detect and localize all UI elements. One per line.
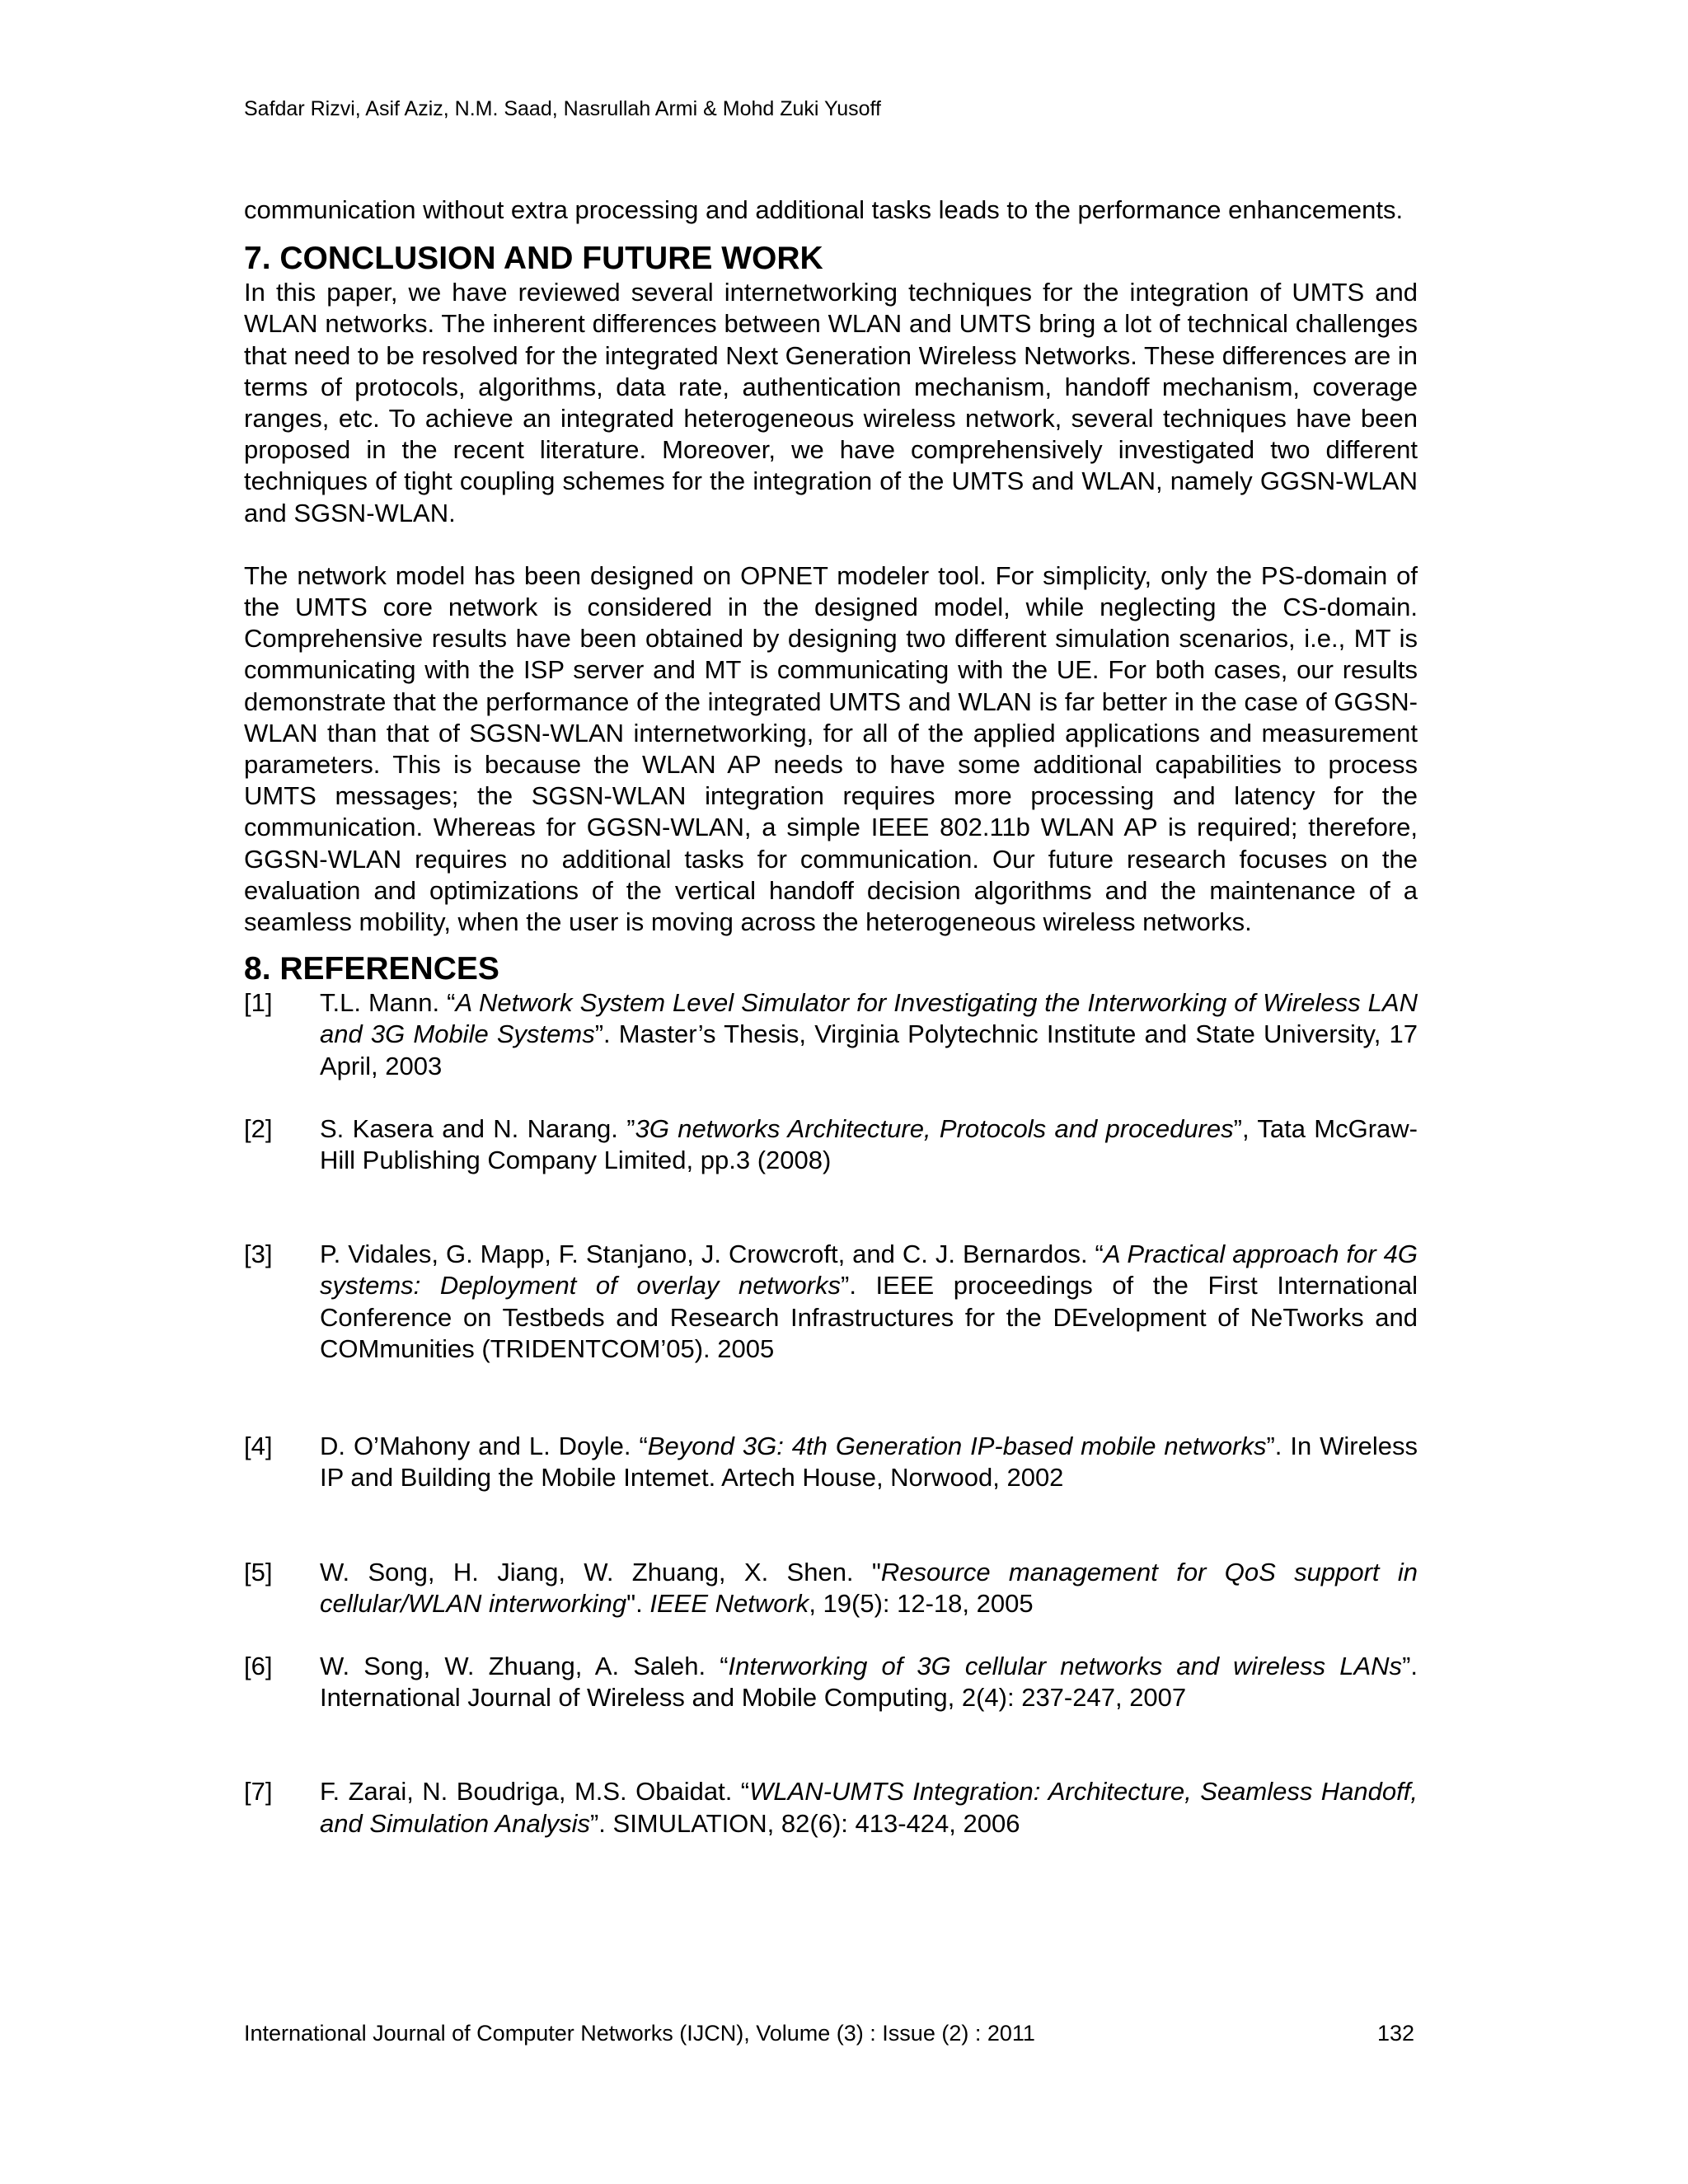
reference-source: , 19(5): 12-18, 2005 xyxy=(809,1588,1034,1618)
conclusion-heading: 7. CONCLUSION AND FUTURE WORK xyxy=(244,241,823,277)
reference-number: [1] xyxy=(244,988,273,1018)
reference-authors: W. Song, W. Zhuang, A. Saleh. “ xyxy=(320,1651,729,1680)
reference-number: [2] xyxy=(244,1113,273,1143)
reference-item xyxy=(244,1431,1418,1493)
reference-source: ”. IEEE proceedings of the First International Conference on Testbeds and Research Infrastructures for the DEvelopment of NeTworks and COMmunities (TRIDENTCOM’05). 2005 xyxy=(320,1271,1418,1363)
reference-journal: IEEE Network xyxy=(649,1588,809,1618)
reference-number: [6] xyxy=(244,1651,273,1680)
references-heading: 8. REFERENCES xyxy=(244,951,499,987)
reference-authors: S. Kasera and N. Narang. ” xyxy=(320,1113,635,1143)
reference-item xyxy=(244,1557,1418,1619)
reference-title: 3G networks Architecture, Protocols and procedures xyxy=(635,1113,1234,1143)
reference-authors: F. Zarai, N. Boudriga, M.S. Obaidat. “ xyxy=(320,1777,750,1807)
reference-number: [3] xyxy=(244,1240,273,1269)
intro-paragraph: communication without extra processing and additional tasks leads to the performance enhancements. xyxy=(244,195,1404,224)
reference-source: ”. SIMULATION, 82(6): 413-424, 2006 xyxy=(589,1808,1020,1838)
reference-source: ”, Tata McGraw-Hill Publishing Company Limited, pp.3 (2008) xyxy=(320,1113,1418,1175)
reference-authors: P. Vidales, G. Mapp, F. Stanjano, J. Crowcroft, and C. J. Bernardos. “ xyxy=(320,1240,1104,1269)
reference-authors: T.L. Mann. “ xyxy=(320,988,456,1018)
reference-title: Beyond 3G: 4th Generation IP-based mobile networks xyxy=(647,1432,1267,1461)
reference-source: ". xyxy=(626,1588,650,1618)
page-number: 132 xyxy=(1377,2021,1415,2046)
reference-authors: D. O’Mahony and L. Doyle. “ xyxy=(320,1432,648,1461)
reference-item xyxy=(244,1776,1418,1839)
reference-item xyxy=(244,1239,1418,1365)
reference-number: [5] xyxy=(244,1557,273,1586)
footer-journal: International Journal of Computer Networks (IJCN), Volume (3) : Issue (2) : 2011 xyxy=(244,2021,1035,2046)
reference-item xyxy=(244,1651,1418,1713)
reference-source: ”. International Journal of Wireless and Mobile Computing, 2(4): 237-247, 2007 xyxy=(320,1651,1418,1713)
running-header: Safdar Rizvi, Asif Aziz, N.M. Saad, Nasrullah Armi & Mohd Zuki Yusoff xyxy=(244,97,881,120)
reference-title: Resource management for QoS support in cellular/WLAN interworking xyxy=(320,1557,1418,1618)
reference-title: A Practical approach for 4G systems: Deployment of overlay networks xyxy=(320,1240,1418,1301)
page-body xyxy=(244,194,1418,1840)
reference-item xyxy=(244,987,1418,1082)
reference-authors: W. Song, H. Jiang, W. Zhuang, X. Shen. " xyxy=(320,1557,881,1586)
reference-title: A Network System Level Simulator for Investigating the Interworking of Wireless LAN and 3G Mobile Systems xyxy=(320,988,1418,1049)
reference-title: Interworking of 3G cellular networks and wireless LANs xyxy=(728,1651,1403,1680)
conclusion-paragraph-1: In this paper, we have reviewed several internetworking techniques for the integration of UMTS and WLAN networks. The inherent differences between WLAN and UMTS bring a lot of technical challenges that need to be resolved for the integrated Next Generation Wireless Networks. These differences are in terms of protocols, algorithms, data rate, authentication mechanism, handoff mechanism, coverage ranges, etc. To achieve an integrated heterogeneous wireless network, several techniques have been proposed in the recent literature. Moreover, we have comprehensively investigated two different techniques of tight coupling schemes for the integration of the UMTS and WLAN, namely GGSN-WLAN and SGSN-WLAN. xyxy=(244,278,1418,527)
reference-source: ”. In Wireless IP and Building the Mobile Intemet. Artech House, Norwood, 2002 xyxy=(320,1432,1418,1493)
reference-list xyxy=(244,987,1418,1839)
conclusion-paragraph-2: The network model has been designed on OPNET modeler tool. For simplicity, only the PS-domain of the UMTS core network is considered in the designed model, while neglecting the CS-domain. Comprehensive results have been obtained by designing two different simulation scenarios, i.e., MT is communicating with the ISP server and MT is communicating with the UE. For both cases, our results demonstrate that the performance of the integrated UMTS and WLAN is far better in the case of GGSN-WLAN than that of SGSN-WLAN internetworking, for all of the applied applications and measurement parameters. This is because the WLAN AP needs to have some additional capabilities to process UMTS messages; the SGSN-WLAN integration requires more processing and latency for the communication. Whereas for GGSN-WLAN, a simple IEEE 802.11b WLAN AP is required; therefore, GGSN-WLAN requires no additional tasks for communication. Our future research focuses on the evaluation and optimizations of the vertical handoff decision algorithms and the maintenance of a seamless mobility, when the user is moving across the heterogeneous wireless networks. xyxy=(244,560,1418,937)
reference-number: [7] xyxy=(244,1777,273,1807)
reference-number: [4] xyxy=(244,1432,273,1461)
reference-title: WLAN-UMTS Integration: Architecture, Seamless Handoff, and Simulation Analysis xyxy=(320,1777,1418,1838)
reference-source: ”. Master’s Thesis, Virginia Polytechnic Institute and State University, 17 April, 2003 xyxy=(320,1019,1418,1080)
reference-item xyxy=(244,1113,1418,1176)
